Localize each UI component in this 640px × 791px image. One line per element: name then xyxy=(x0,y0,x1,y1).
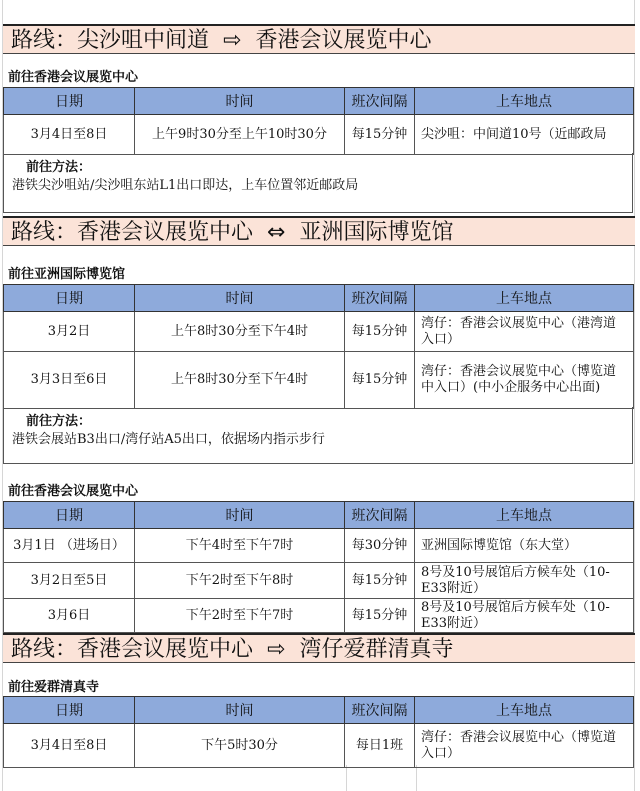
cell-interval: 每日1班 xyxy=(345,724,415,768)
cell-stop: 湾仔：香港会议展览中心（港湾道入口） xyxy=(415,312,634,352)
table-row xyxy=(4,724,634,768)
cell-interval: 每15分钟 xyxy=(345,563,415,599)
cell-time: 下午4时至下午7时 xyxy=(135,529,345,563)
header-time: 时间 xyxy=(135,88,345,115)
schedule-table xyxy=(3,284,634,409)
cell-time: 上午8时30分至下午4时 xyxy=(135,312,345,352)
schedule-table xyxy=(3,501,634,633)
cell-date: 3月4日至8日 xyxy=(4,115,135,155)
cell-stop: 湾仔：香港会议展览中心（博览道入口） xyxy=(415,724,634,768)
header-interval: 班次间隔 xyxy=(345,697,415,724)
route-title-3 xyxy=(3,633,635,663)
schedule-table xyxy=(3,696,634,768)
header-stop: 上车地点 xyxy=(415,88,634,115)
route-arrow-icon: ⇨ xyxy=(267,637,286,662)
section-subtitle: 前往爱群清真寺 xyxy=(8,680,100,695)
table-row xyxy=(4,563,634,599)
section-subtitle: 前往香港会议展览中心 xyxy=(8,70,139,85)
header-interval: 班次间隔 xyxy=(345,285,415,312)
directions-note xyxy=(3,153,633,213)
cell-interval: 每30分钟 xyxy=(345,529,415,563)
header-time: 时间 xyxy=(135,502,345,529)
schedule-table xyxy=(3,87,634,155)
table-row xyxy=(4,352,634,409)
route-prefix: 路线： xyxy=(11,637,78,662)
directions-note xyxy=(3,407,633,464)
route-to: 湾仔爱群清真寺 xyxy=(299,637,454,662)
route-arrow-icon: ⇔ xyxy=(267,220,286,245)
table-row xyxy=(4,115,634,155)
cell-time: 下午2时至下午8时 xyxy=(135,563,345,599)
cell-date: 3月3日至6日 xyxy=(4,352,135,409)
section-subtitle: 前往香港会议展览中心 xyxy=(8,484,139,499)
directions-text: 港铁会展站B3出口/湾仔站A5出口，依据场内指示步行 xyxy=(12,432,325,447)
header-interval: 班次间隔 xyxy=(345,88,415,115)
header-date: 日期 xyxy=(4,697,135,724)
cell-time: 上午8时30分至下午4时 xyxy=(135,352,345,409)
cell-time: 下午5时30分 xyxy=(135,724,345,768)
route-from: 尖沙咀中间道 xyxy=(77,28,210,53)
table-header-row xyxy=(4,502,634,529)
route-title-1 xyxy=(3,24,635,54)
cell-date: 3月4日至8日 xyxy=(4,724,135,768)
header-date: 日期 xyxy=(4,285,135,312)
route-prefix: 路线： xyxy=(11,28,78,53)
table-header-row xyxy=(4,285,634,312)
cell-interval: 每15分钟 xyxy=(345,115,415,155)
route-to: 香港会议展览中心 xyxy=(255,28,432,53)
route-from: 香港会议展览中心 xyxy=(77,637,254,662)
table-row xyxy=(4,599,634,633)
table-header-row xyxy=(4,88,634,115)
header-stop: 上车地点 xyxy=(415,697,634,724)
cell-time: 下午2时至下午7时 xyxy=(135,599,345,633)
cell-date: 3月2日至5日 xyxy=(4,563,135,599)
directions-title: 前往方法： xyxy=(26,160,92,175)
cell-stop: 尖沙咀：中间道10号（近邮政局 xyxy=(415,115,634,155)
header-time: 时间 xyxy=(135,697,345,724)
cell-stop: 亚洲国际博览馆（东大堂） xyxy=(415,529,634,563)
route-from: 香港会议展览中心 xyxy=(77,220,254,245)
route-to: 亚洲国际博览馆 xyxy=(299,220,454,245)
table-header-row xyxy=(4,697,634,724)
table-row xyxy=(4,312,634,352)
header-stop: 上车地点 xyxy=(415,285,634,312)
cell-time: 上午9时30分至上午10时30分 xyxy=(135,115,345,155)
directions-title: 前往方法： xyxy=(26,414,92,429)
header-interval: 班次间隔 xyxy=(345,502,415,529)
cell-stop: 8号及10号展馆后方候车处（10-E33附近） xyxy=(415,599,634,633)
route-arrow-icon: ⇨ xyxy=(223,28,242,53)
section-subtitle: 前往亚洲国际博览馆 xyxy=(8,267,126,282)
cell-date: 3月6日 xyxy=(4,599,135,633)
route-title-2 xyxy=(3,216,635,246)
header-stop: 上车地点 xyxy=(415,502,634,529)
cell-stop: 湾仔：香港会议展览中心（博览道中入口）(中小企服务中心出面) xyxy=(415,352,634,409)
header-time: 时间 xyxy=(135,285,345,312)
cell-interval: 每15分钟 xyxy=(345,352,415,409)
directions-text: 港铁尖沙咀站/尖沙咀东站L1出口即达，上车位置邻近邮政局 xyxy=(12,178,359,193)
header-date: 日期 xyxy=(4,88,135,115)
cell-stop: 8号及10号展馆后方候车处（10-E33附近） xyxy=(415,563,634,599)
cell-interval: 每15分钟 xyxy=(345,599,415,633)
route-prefix: 路线： xyxy=(11,220,78,245)
cell-date: 3月1日 （进场日） xyxy=(4,529,135,563)
table-row xyxy=(4,529,634,563)
cell-interval: 每15分钟 xyxy=(345,312,415,352)
cell-date: 3月2日 xyxy=(4,312,135,352)
header-date: 日期 xyxy=(4,502,135,529)
